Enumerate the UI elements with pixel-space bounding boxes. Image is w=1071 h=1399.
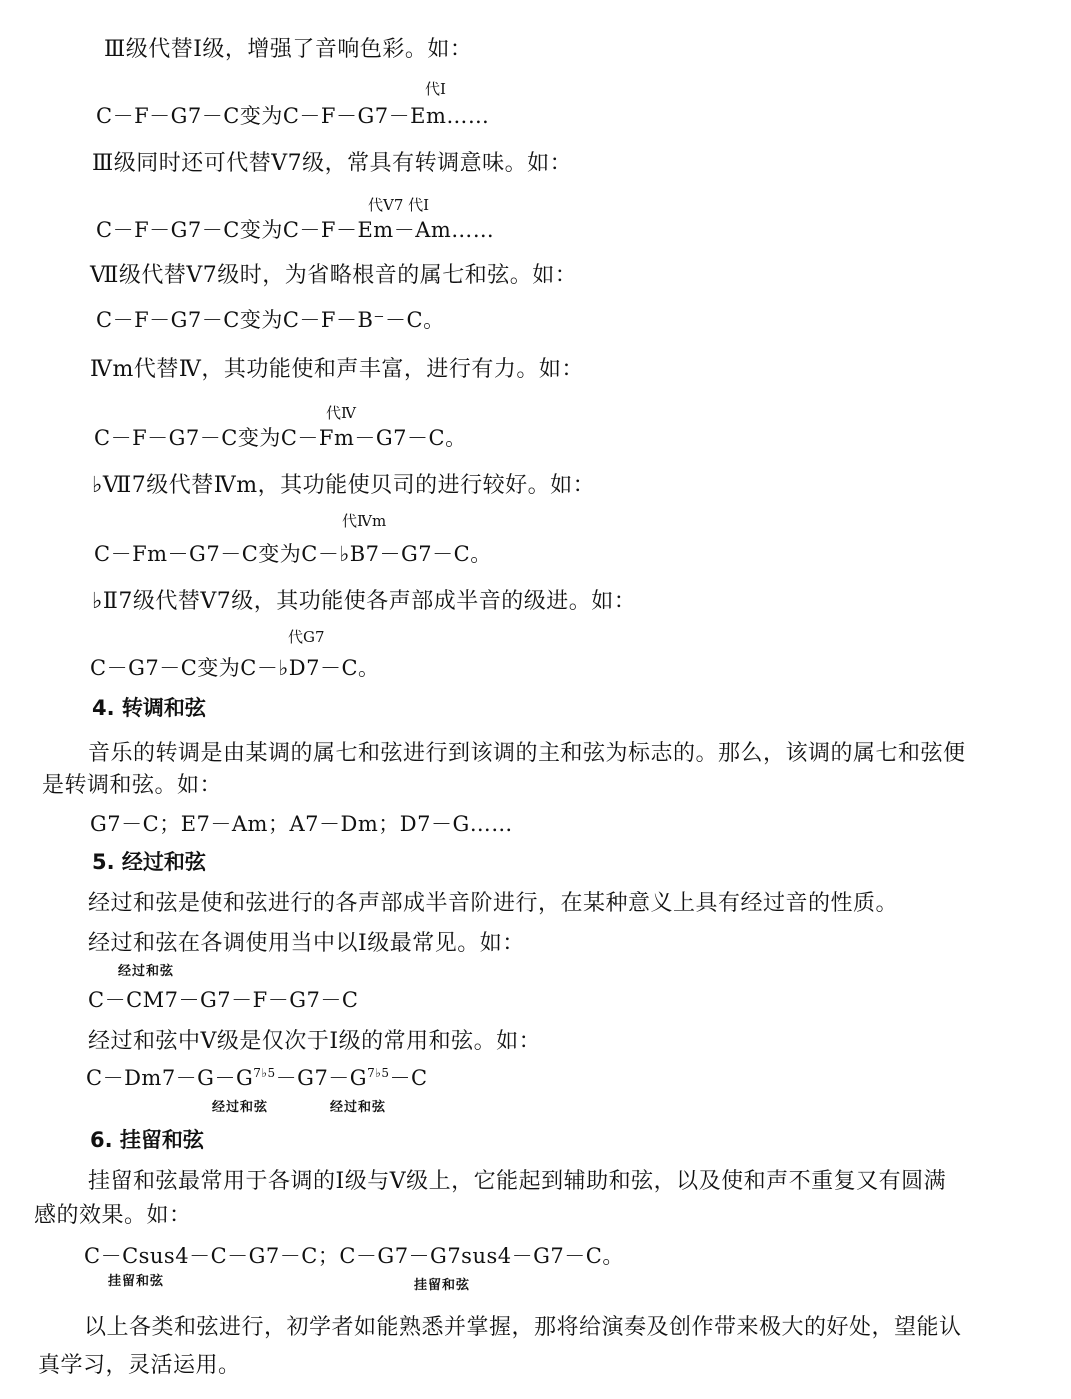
- chord-annotation: 经过和弦: [330, 1100, 387, 1115]
- chord-example: C－F－G7－C变为C－F－B⁻－C。: [96, 308, 445, 332]
- paragraph-line: 经过和弦是使和弦进行的各声部成半音阶进行，在某种意义上具有经过音的性质。: [88, 891, 899, 916]
- paragraph-line: 经过和弦中Ⅴ级是仅次于Ⅰ级的常用和弦。如：: [88, 1029, 542, 1054]
- paragraph-line: 真学习，灵活运用。: [38, 1353, 241, 1378]
- section-heading: 5. 经过和弦: [92, 850, 206, 874]
- text-line: ♭Ⅱ7级代替Ⅴ7级，其功能使各声部成半音的级进。如：: [92, 589, 637, 614]
- chord-example: G7－C；E7－Am；A7－Dm；D7－G……: [90, 812, 513, 836]
- section-heading: 6. 挂留和弦: [90, 1128, 204, 1152]
- chord-example: C－Csus4－C－G7－C；C－G7－G7sus4－G7－C。: [84, 1244, 624, 1268]
- chord-annotation: 代Ⅴ7 代Ⅰ: [368, 196, 430, 214]
- chord-example: C－CM7－G7－F－G7－C: [88, 988, 359, 1012]
- chord-annotation: 经过和弦: [212, 1100, 269, 1115]
- chord-annotation: 挂留和弦: [414, 1278, 471, 1293]
- text-line: ♭Ⅶ7级代替Ⅳm，其功能使贝司的进行较好。如：: [92, 473, 596, 498]
- chord-example: C－F－G7－C变为C－Fm－G7－C。: [94, 426, 467, 450]
- paragraph-line: 音乐的转调是由某调的属七和弦进行到该调的主和弦为标志的。那么，该调的属七和弦便: [88, 741, 966, 766]
- chord-example: C－F－G7－C变为C－F－G7－Em……: [96, 104, 490, 128]
- paragraph-line: 以上各类和弦进行，初学者如能熟悉并掌握，那将给演奏及创作带来极大的好处，望能认: [84, 1315, 962, 1340]
- paragraph-line: 是转调和弦。如：: [42, 773, 223, 798]
- text-line: Ⅳm代替Ⅳ，其功能使和声丰富，进行有力。如：: [90, 357, 584, 382]
- chord-example-part: －G7－G: [275, 1066, 368, 1090]
- text-line: Ⅶ级代替Ⅴ7级时，为省略根音的属七和弦。如：: [90, 263, 578, 288]
- paragraph-line: 挂留和弦最常用于各调的Ⅰ级与Ⅴ级上，它能起到辅助和弦，以及使和声不重复又有圆满: [88, 1169, 947, 1194]
- chord-superscript: 7♭5: [253, 1066, 276, 1080]
- text-line: Ⅲ级同时还可代替Ⅴ7级，常具有转调意味。如：: [92, 151, 573, 176]
- section-heading: 4. 转调和弦: [92, 696, 206, 720]
- chord-example: C－Fm－G7－C变为C－♭B7－G7－C。: [94, 542, 492, 566]
- chord-annotation: 代G7: [288, 628, 325, 646]
- paragraph-line: 感的效果。如：: [34, 1203, 192, 1228]
- chord-example-part: C－Dm7－G－G: [86, 1066, 254, 1090]
- chord-superscript: 7♭5: [367, 1066, 390, 1080]
- chord-annotation: 经过和弦: [118, 964, 175, 979]
- chord-example: C－F－G7－C变为C－F－Em－Am……: [96, 218, 495, 242]
- chord-annotation: 代Ⅰ: [425, 80, 446, 98]
- chord-annotation: 代Ⅳm: [342, 512, 387, 530]
- text-line: Ⅲ级代替Ⅰ级，增强了音响色彩。如：: [104, 37, 473, 62]
- chord-annotation: 代Ⅳ: [326, 404, 356, 422]
- chord-example: [86, 1062, 428, 1092]
- chord-example-part: －C: [389, 1066, 428, 1090]
- paragraph-line: 经过和弦在各调使用当中以Ⅰ级最常见。如：: [88, 931, 525, 956]
- chord-annotation: 挂留和弦: [108, 1274, 165, 1289]
- chord-example: C－G7－C变为C－♭D7－C。: [90, 656, 380, 680]
